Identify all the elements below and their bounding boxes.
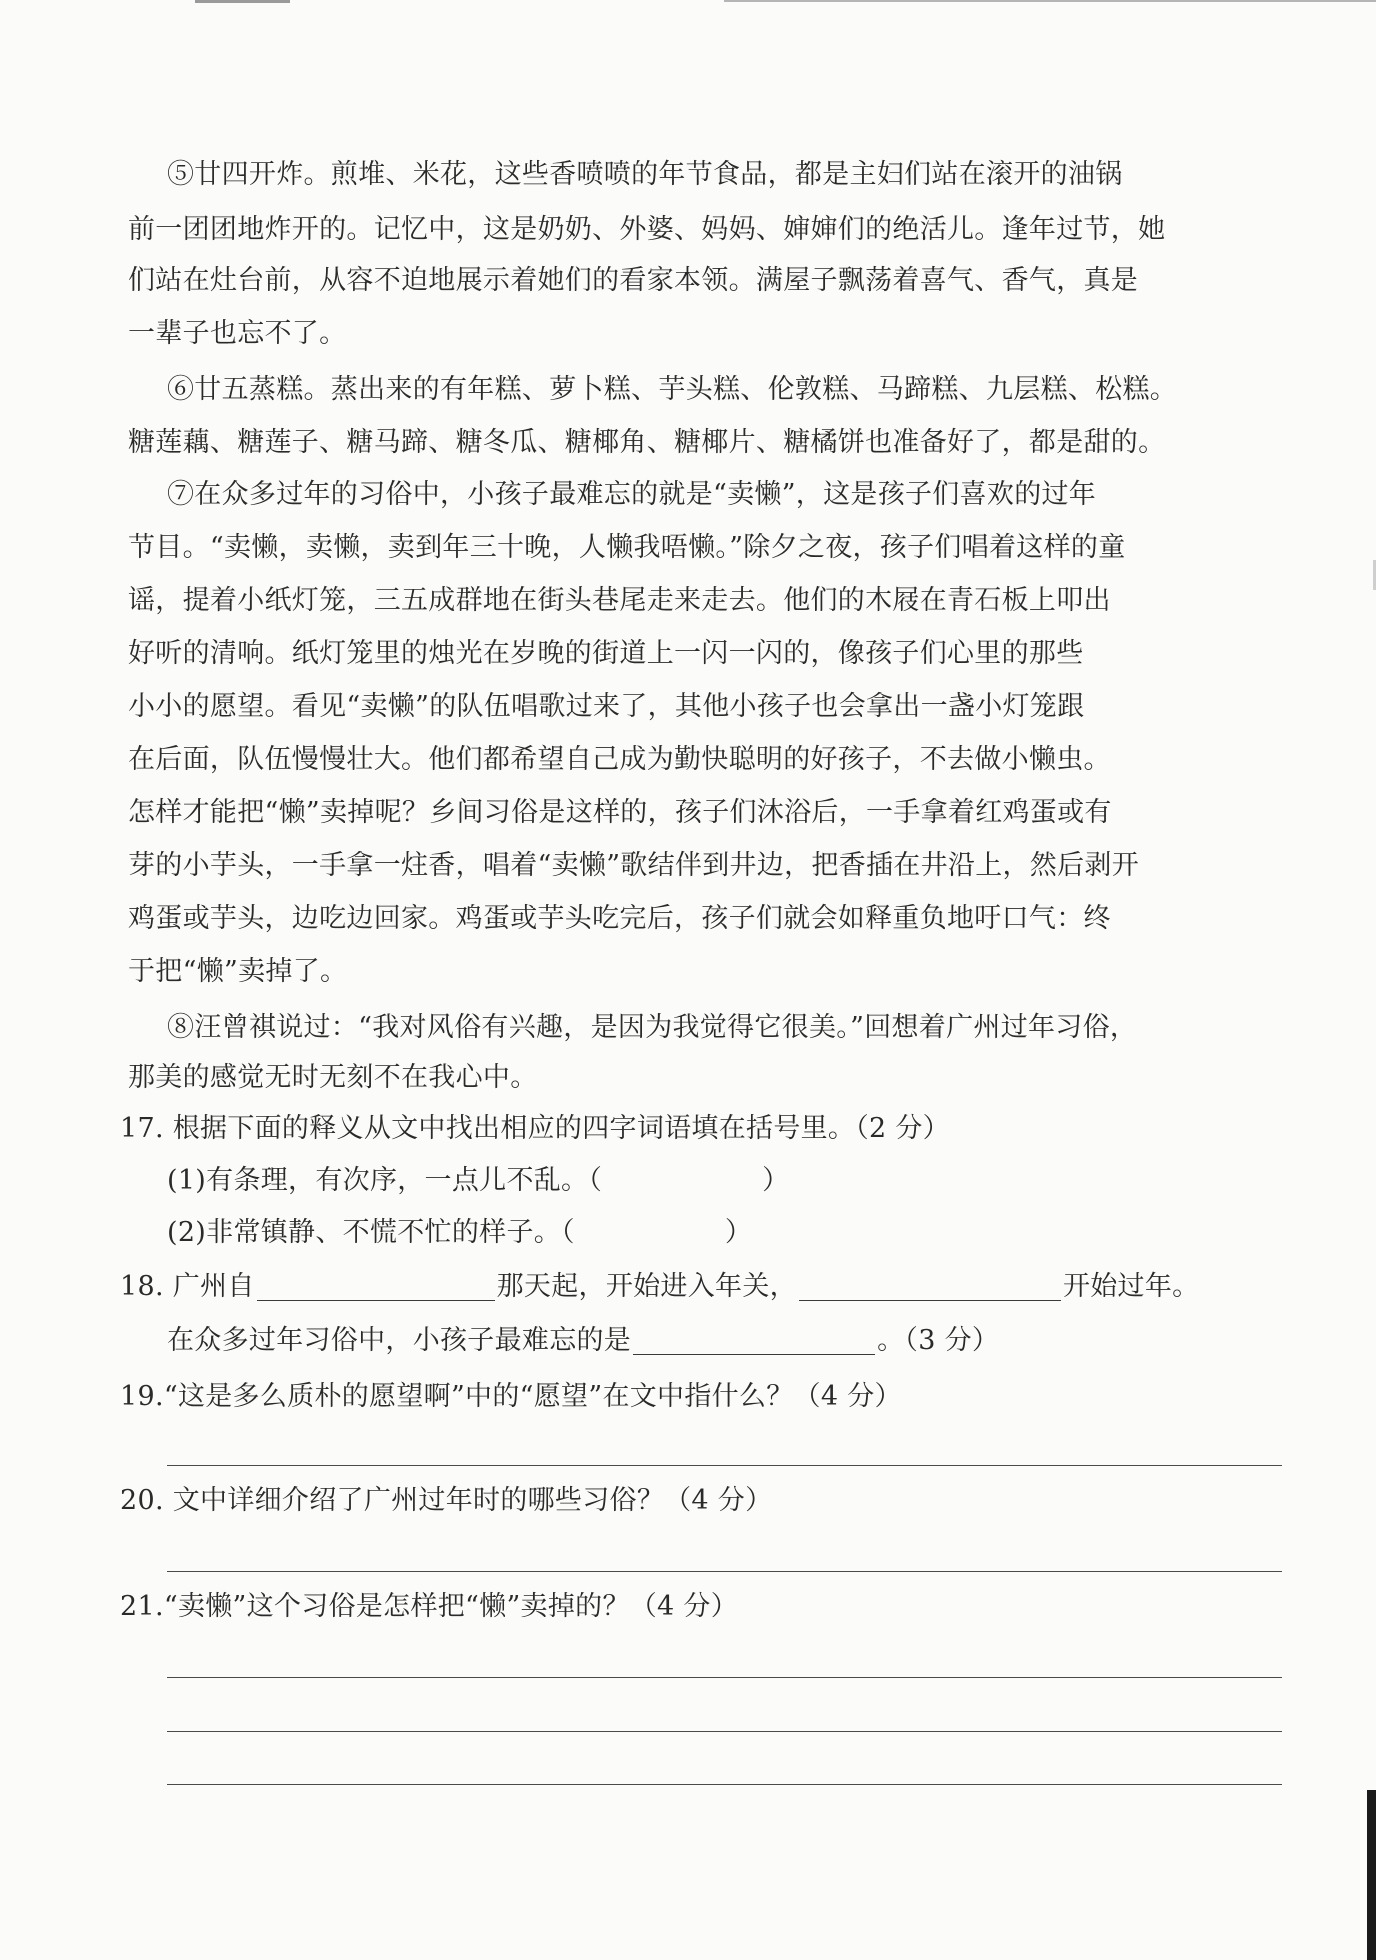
question-17-stem: 17. 根据下面的释义从文中找出相应的四字词语填在括号里。（2 分） — [120, 1113, 950, 1144]
paragraph-7-line: 怎样才能把“懒”卖掉呢？乡间习俗是这样的，孩子们沐浴后，一手拿着红鸡蛋或有 — [128, 797, 1112, 828]
paragraph-5-line: ⑤廿四开炸。煎堆、米花，这些香喷喷的年节食品，都是主妇们站在滚开的油锅 — [167, 159, 1123, 190]
question-18-part-3: 开始过年。 — [1062, 1271, 1200, 1302]
question-18-part-2: 那天起，开始进入年关， — [496, 1271, 797, 1302]
scan-edge-bar — [1367, 1790, 1376, 1960]
paragraph-7-line: 节目。“卖懒，卖懒，卖到年三十晚，人懒我唔懒。”除夕之夜，孩子们唱着这样的童 — [128, 532, 1126, 563]
question-17-item-2-close: ） — [724, 1217, 753, 1248]
scan-edge-mark — [724, 0, 1376, 2]
paragraph-8-line: ⑧汪曾祺说过：“我对风俗有兴趣，是因为我觉得它很美。”回想着广州过年习俗， — [167, 1012, 1138, 1043]
question-21-answer-line[interactable] — [167, 1677, 1282, 1678]
question-18-blank-3[interactable] — [633, 1328, 875, 1355]
question-17-item-1-text: (1)有条理，有次序，一点儿不乱。（ — [167, 1165, 603, 1196]
question-17-item-1 — [167, 1164, 789, 1198]
question-18-blank-2[interactable] — [799, 1274, 1061, 1301]
paragraph-7-line: 谣，提着小纸灯笼，三五成群地在街头巷尾走来走去。他们的木屐在青石板上叩出 — [128, 585, 1111, 616]
paragraph-7-line: 于把“懒”卖掉了。 — [128, 956, 348, 987]
question-18-line-1 — [120, 1270, 1199, 1304]
paragraph-7-line: 鸡蛋或芋头，边吃边回家。鸡蛋或芋头吃完后，孩子们就会如释重负地吁口气：终 — [128, 903, 1111, 934]
question-17-item-2-text: (2)非常镇静、不慌不忙的样子。（ — [167, 1217, 575, 1248]
question-20-answer-line[interactable] — [167, 1571, 1282, 1572]
question-21-answer-line[interactable] — [167, 1731, 1282, 1732]
paragraph-7-line: 小小的愿望。看见“卖懒”的队伍唱歌过来了，其他小孩子也会拿出一盏小灯笼跟 — [128, 691, 1085, 722]
question-17-item-1-close: ） — [762, 1165, 790, 1196]
question-21-stem: 21.“卖懒”这个习俗是怎样把“懒”卖掉的？（4 分） — [120, 1591, 739, 1622]
question-18-part-5: 。（3 分） — [877, 1325, 1000, 1356]
paragraph-5-line: 一辈子也忘不了。 — [128, 318, 347, 349]
paragraph-7-line: 在后面，队伍慢慢壮大。他们都希望自己成为勤快聪明的好孩子，不去做小懒虫。 — [128, 744, 1111, 775]
paragraph-8-line: 那美的感觉无时无刻不在我心中。 — [128, 1062, 538, 1093]
paragraph-6-line: 糖莲藕、糖莲子、糖马蹄、糖冬瓜、糖椰角、糖椰片、糖橘饼也准备好了，都是甜的。 — [128, 427, 1166, 458]
paragraph-7-line: ⑦在众多过年的习俗中，小孩子最难忘的就是“卖懒”，这是孩子们喜欢的过年 — [167, 479, 1097, 510]
question-21-answer-line[interactable] — [167, 1784, 1282, 1785]
question-17-item-2 — [167, 1216, 752, 1250]
question-18-part-4: 在众多过年习俗中，小孩子最难忘的是 — [167, 1325, 632, 1356]
question-18-line-2 — [167, 1324, 999, 1358]
paragraph-5-line: 前一团团地炸开的。记忆中，这是奶奶、外婆、妈妈、婶婶们的绝活儿。逢年过节，她 — [128, 214, 1166, 245]
paragraph-7-line: 好听的清响。纸灯笼里的烛光在岁晚的街道上一闪一闪的，像孩子们心里的那些 — [128, 638, 1084, 669]
scan-edge-mark — [195, 0, 290, 3]
question-20-stem: 20. 文中详细介绍了广州过年时的哪些习俗？（4 分） — [120, 1485, 773, 1516]
paragraph-7-line: 芽的小芋头，一手拿一炷香，唱着“卖懒”歌结伴到井边，把香插在井沿上，然后剥开 — [128, 850, 1140, 881]
question-18-blank-1[interactable] — [257, 1274, 495, 1301]
paragraph-5-line: 们站在灶台前，从容不迫地展示着她们的看家本领。满屋子飘荡着喜气、香气，真是 — [128, 265, 1139, 296]
question-19-answer-line[interactable] — [167, 1465, 1282, 1466]
question-18-part-1: 18. 广州自 — [120, 1271, 255, 1302]
paragraph-6-line: ⑥廿五蒸糕。蒸出来的有年糕、萝卜糕、芋头糕、伦敦糕、马蹄糕、九层糕、松糕。 — [167, 374, 1178, 405]
question-19-stem: 19.“这是多么质朴的愿望啊”中的“愿望”在文中指什么？（4 分） — [120, 1381, 902, 1412]
